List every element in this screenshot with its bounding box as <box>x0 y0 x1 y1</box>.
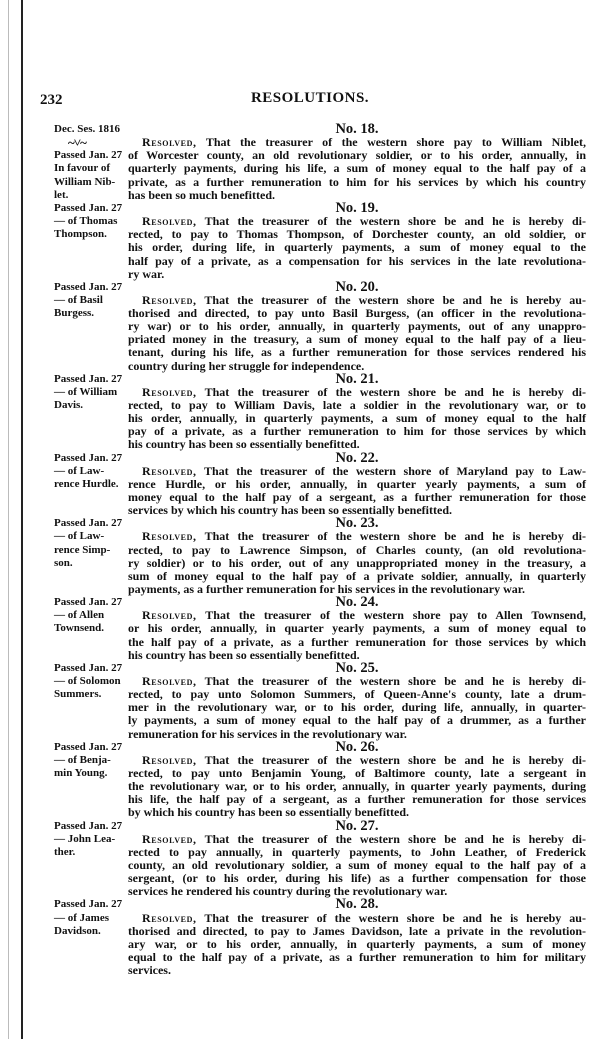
line-text: sum of money equal to the half pay of a private soldier, annually, in quarterly <box>128 568 586 583</box>
flourish-ornament: ~˅~ <box>68 135 86 151</box>
margin-note-line: Burgess. <box>54 307 95 320</box>
resolved-label: Resolved, <box>142 910 197 925</box>
line-text: equal to the half pay of a private, as a further remuneration to him for military <box>128 949 586 964</box>
line-text: thorised and directed, to pay unto Basil Burgess, (an officer in the revolutiona- <box>128 306 586 321</box>
margin-note-line: Summers. <box>54 688 102 701</box>
margin-note-line: Passed Jan. 27 <box>54 201 123 214</box>
margin-note-line: Thompson. <box>54 228 107 241</box>
margin-note <box>54 281 128 373</box>
line-text: That the treasurer of the western shore be and he is hereby di- <box>204 752 586 767</box>
line-text: his country has been so essentially benefitted. <box>128 437 360 452</box>
resolution-25 <box>54 659 586 741</box>
margin-note <box>54 596 128 662</box>
resolution-body <box>128 449 586 518</box>
line-text: the revolutionary war, or to his order, annually, in quarter yearly payments, during <box>128 779 586 794</box>
line-text: or his order, annually, in quarter yearly payments, a sum of money equal to <box>128 621 586 636</box>
line-text: rected, to pay to William Davis, late a soldier in the revolutionary war, or to <box>128 398 586 413</box>
margin-note-line: Passed Jan. 27 <box>54 517 123 530</box>
resolution-number: No. 25. <box>335 659 379 676</box>
line-text: ary war, or to his order, annually, in quarterly payments, a sum of money <box>128 936 586 951</box>
line-text: That the treasurer of the western shore be and he is hereby di- <box>204 674 586 688</box>
running-title: RESOLUTIONS. <box>250 90 370 106</box>
margin-note-line: — of Law- <box>54 530 105 543</box>
margin-note-line: rence Simp- <box>54 543 111 556</box>
line-text: thorised and directed, to pay to James Davidson, late a private in the revolution- <box>128 923 586 938</box>
resolved-label: Resolved, <box>142 463 197 478</box>
line-text: That the treasurer of the western shore be and he is hereby di- <box>204 831 586 846</box>
resolution-number: No. 27. <box>335 817 379 834</box>
line-text: has been so much benefitted. <box>128 187 276 202</box>
line-text: tenant, during his life, as a further remuneration for those services rendered his <box>128 345 586 360</box>
margin-note-line: let. <box>54 188 69 201</box>
margin-note <box>54 517 128 596</box>
line-text: priated money in the treasury, a sum of money equal to the half pay of a lieu- <box>128 332 586 347</box>
resolution-body <box>128 738 586 820</box>
resolution-21 <box>54 370 586 452</box>
line-text: ry soldier) or to his order, out of any unappropriated money in the treasury, a <box>128 555 586 570</box>
margin-note-line: min Young. <box>54 767 108 780</box>
margin-note-line: Passed Jan. 27 <box>54 596 123 609</box>
resolved-label: Resolved, <box>142 135 197 150</box>
resolution-body <box>128 817 586 899</box>
margin-note-line: — of James <box>54 911 109 924</box>
line-text: his country has been so essentially benefitted. <box>128 647 360 662</box>
margin-note-line: — John Lea- <box>54 832 116 845</box>
line-text: rence Hurdle, or his order, annually, in quarter yearly payments, a sum of <box>128 476 586 491</box>
line-text: That the treasurer of the western shore be and he is hereby di- <box>204 384 586 399</box>
margin-note-line: ther. <box>54 845 76 858</box>
resolution-27 <box>54 817 586 899</box>
line-text: private, as a further remuneration to him for his services by which his country <box>128 174 586 189</box>
resolved-label: Resolved, <box>142 674 197 688</box>
margin-note <box>54 820 128 899</box>
line-text: services. <box>128 963 171 978</box>
resolution-22 <box>54 449 586 518</box>
resolution-18 <box>54 123 586 202</box>
text-line <box>128 951 586 964</box>
line-text: mer in the revolutionary war, or to his order, during life, annually, in quarter- <box>128 700 586 715</box>
margin-note <box>54 202 128 281</box>
line-text: rected, to pay to Lawrence Simpson, of Charles county, (an old revolutiona- <box>128 542 586 557</box>
line-text: services he rendered his country during the revolutionary war. <box>128 884 448 899</box>
line-text: money equal to the half pay of a sergeant, as a further remuneration for those <box>128 490 586 505</box>
line-text: his order, annually, in quarterly payments, a sum of money equal to the half <box>128 411 586 426</box>
line-text: the half pay of a private, as a further remuneration for those services by which <box>128 634 586 649</box>
resolution-26 <box>54 738 586 820</box>
line-text: rected to pay annually, in quarterly payments, to John Leather, of Frederick <box>128 844 586 859</box>
line-text: his life, the half pay of a sergeant, as a further remuneration for those services <box>128 792 586 807</box>
line-text: county, an old revolutionary soldier, a sum of money equal to the half pay of a <box>128 857 586 872</box>
line-text: That the treasurer of the western shore pay to Allen Townsend, <box>205 608 586 623</box>
resolution-number: No. 28. <box>335 896 379 913</box>
margin-note-line: Davidson. <box>54 924 101 937</box>
page-gutter-line <box>21 0 23 1039</box>
margin-note <box>54 898 128 977</box>
line-text: rected, to pay unto Solomon Summers, of Queen-Anne's county, late a drum- <box>128 687 586 702</box>
resolved-label: Resolved, <box>142 214 197 229</box>
margin-note-line: — of William <box>54 385 118 398</box>
resolved-label: Resolved, <box>142 831 197 846</box>
line-text: services by which his country has been so essentially benefitted. <box>128 503 452 518</box>
line-text: That the treasurer of the western shore be and he is hereby di- <box>204 214 586 229</box>
line-text: ry war. <box>128 266 165 281</box>
margin-note-line: Passed Jan. 27 <box>54 819 123 832</box>
margin-note-line: Passed Jan. 27 <box>54 740 123 753</box>
line-text: by which his country has been so essentially benefitted. <box>128 805 410 820</box>
line-text: That the treasurer of the western shore pay to William Niblet, <box>205 135 586 150</box>
margin-note-line: — of Solomon <box>54 675 121 688</box>
line-text: rected, to pay unto Benjamin Young, of Baltimore county, late a sergeant in <box>128 765 586 780</box>
line-text: country during her struggle for independence. <box>128 358 365 373</box>
session-note: Dec. Ses. 1816 <box>54 123 120 135</box>
line-text: half pay of a private, as a compensation for his services in the late revolutiona- <box>128 253 586 268</box>
resolution-body <box>128 659 586 741</box>
resolved-label: Resolved, <box>142 292 197 307</box>
resolution-number: No. 24. <box>335 594 379 611</box>
margin-note <box>54 741 128 820</box>
margin-note-line: In favour of <box>54 162 111 175</box>
line-text: payments, as a further remuneration for his services in the revolutionary war. <box>128 582 525 597</box>
resolved-label: Resolved, <box>142 608 197 623</box>
page-number: 232 <box>40 92 63 108</box>
margin-note-line: son. <box>54 556 73 569</box>
line-text: his order, during life, in quarterly payments, a sum of money equal to the <box>128 240 586 255</box>
line-text: ly payments, a sum of money equal to the half pay of a drummer, as a further <box>128 713 586 728</box>
resolution-number: No. 22. <box>335 449 379 466</box>
margin-note-line: Passed Jan. 27 <box>54 451 123 464</box>
resolved-label: Resolved, <box>142 384 197 399</box>
resolution-number: No. 20. <box>335 278 379 295</box>
margin-note <box>54 662 128 741</box>
resolution-body <box>128 199 586 281</box>
text-line <box>128 255 586 268</box>
margin-note-line: — of Allen <box>54 609 105 622</box>
scan-edge <box>8 0 9 1039</box>
resolution-23 <box>54 517 586 596</box>
margin-note-line: — of Thomas <box>54 215 118 228</box>
line-text: pay of a private, as a further remuneration to him for those services by which <box>128 424 586 439</box>
line-text: rected, to pay to Thomas Thompson, of Dorchester county, an old soldier, or <box>128 227 586 242</box>
text-line <box>128 964 586 977</box>
resolution-number: No. 19. <box>335 199 379 216</box>
line-text: quarterly payments, during his life, a sum of money equal to the half pay of a <box>128 161 586 176</box>
resolution-body <box>128 278 586 373</box>
margin-note <box>54 123 128 202</box>
line-text: remuneration for his services in the revolutionary war. <box>128 726 407 741</box>
line-text: sergeant, (or to his order, during his life) as a further compensation for those <box>128 871 586 886</box>
line-text: ry war) or to his order, annually, in quarterly payments, out of any unappro- <box>128 319 586 334</box>
margin-note-line: Davis. <box>54 399 84 412</box>
margin-note-line: Passed Jan. 27 <box>54 661 123 674</box>
resolution-body <box>128 517 586 596</box>
resolution-20 <box>54 278 586 373</box>
line-text: That the treasurer of the western shore be and he is hereby di- <box>204 529 586 544</box>
resolution-19 <box>54 199 586 281</box>
resolution-body <box>128 596 586 662</box>
resolution-body <box>128 370 586 452</box>
margin-note-line: — of Benja- <box>54 753 111 766</box>
line-text: That the treasurer of the western shore be and he is hereby au- <box>204 910 586 925</box>
resolution-number: No. 18. <box>335 121 379 137</box>
line-text: That the treasurer of the western shore be and he is hereby au- <box>204 292 586 307</box>
margin-note-line: — of Law- <box>54 464 105 477</box>
resolution-body <box>128 123 586 202</box>
resolution-number: No. 23. <box>335 515 379 532</box>
resolved-label: Resolved, <box>142 529 197 544</box>
resolution-28 <box>54 898 586 977</box>
margin-note-line: Passed Jan. 27 <box>54 280 123 293</box>
line-text: That the treasurer of the western shore of Maryland pay to Law- <box>203 463 586 478</box>
margin-note-line: Passed Jan. 27 <box>54 372 123 385</box>
resolution-24 <box>54 596 586 662</box>
resolution-number: No. 26. <box>335 738 379 755</box>
resolved-label: Resolved, <box>142 752 197 767</box>
resolution-body <box>128 898 586 977</box>
margin-note-line: William Nib- <box>54 175 116 188</box>
margin-note-line: Passed Jan. 27 <box>54 898 123 911</box>
margin-note-line: rence Hurdle. <box>54 477 119 490</box>
margin-note-line: Passed Jan. 27 <box>54 149 123 162</box>
resolutions-list <box>54 123 586 977</box>
margin-note-line: — of Basil <box>54 293 103 306</box>
resolution-number: No. 21. <box>335 370 379 387</box>
margin-note <box>54 373 128 452</box>
line-text: of Worcester county, an old revolutionary soldier, or to his order, annually, in <box>128 148 586 163</box>
margin-note-line: Townsend. <box>54 622 105 635</box>
margin-note <box>54 452 128 518</box>
